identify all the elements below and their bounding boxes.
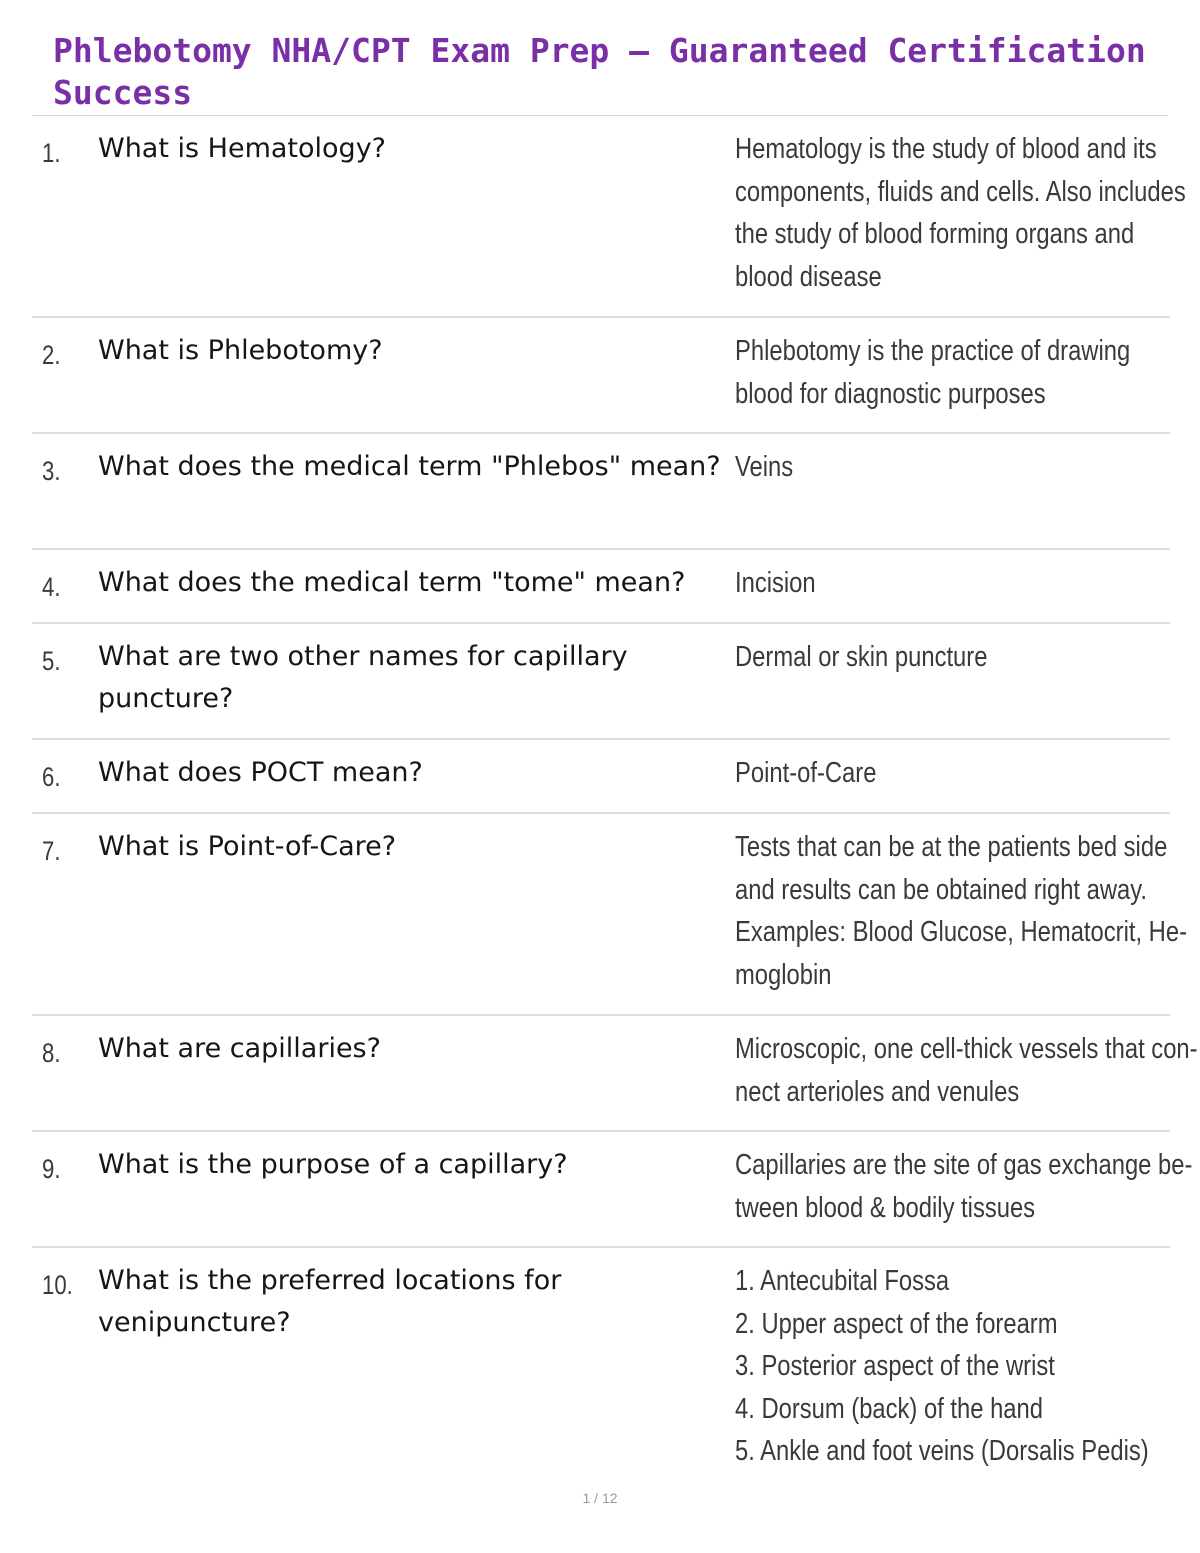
- item-number: 5.: [42, 646, 61, 676]
- answer-line: 2. Upper aspect of the forearm: [735, 1307, 1058, 1340]
- answer-line: Veins: [735, 451, 794, 483]
- answer-line: 1. Antecubital Fossa: [735, 1265, 950, 1297]
- question-text: What are two other names for capillary puncture?: [98, 641, 628, 714]
- item-number: 4.: [42, 572, 61, 602]
- answer-line: Hematology is the study of blood and its: [735, 133, 1157, 165]
- qa-item: [32, 434, 1170, 550]
- qa-item: [32, 740, 1170, 814]
- answer-line: Microscopic, one cell-thick vessels that con-: [735, 1033, 1198, 1065]
- qa-item: [32, 1132, 1193, 1248]
- item-number: 2.: [42, 340, 61, 370]
- answer-text: [735, 826, 1187, 996]
- answer-line: 3. Posterior aspect of the wrist: [735, 1350, 1055, 1382]
- question-text: What does POCT mean?: [98, 757, 423, 788]
- answer-line: Point-of-Care: [735, 757, 877, 789]
- question-text: What is the purpose of a capillary?: [98, 1149, 568, 1180]
- answer-line: the study of blood forming organs and: [735, 218, 1135, 250]
- answer-line: Capillaries are the site of gas exchange be-: [735, 1149, 1193, 1181]
- answer-text: [735, 562, 1155, 605]
- qa-item: [32, 550, 1170, 624]
- item-number: 1.: [42, 138, 61, 168]
- answer-text: [735, 330, 1155, 415]
- answer-line: Examples: Blood Glucose, Hematocrit, He-: [735, 916, 1187, 948]
- qa-item: [32, 814, 1187, 1016]
- answer-text: [735, 128, 1186, 298]
- answer-line: nect arterioles and venules: [735, 1075, 1020, 1108]
- answer-line: Tests that can be at the patients bed side: [735, 831, 1168, 863]
- question-text: What are capillaries?: [98, 1033, 381, 1064]
- item-number: 9.: [42, 1154, 61, 1184]
- question-text: What does the medical term "Phlebos" mean?: [98, 451, 721, 482]
- question-text: What is the preferred locations for venipuncture?: [98, 1265, 562, 1338]
- answer-line: blood for diagnostic purposes: [735, 377, 1046, 410]
- qa-item: [32, 318, 1170, 434]
- qa-item: [32, 1016, 1198, 1132]
- question-answer-list: [32, 116, 1198, 1488]
- item-number: 6.: [42, 762, 61, 792]
- answer-line: Dermal or skin puncture: [735, 641, 988, 673]
- question-text: What is Phlebotomy?: [98, 335, 383, 366]
- answer-line: tween blood & bodily tissues: [735, 1191, 1036, 1224]
- answer-line: and results can be obtained right away.: [735, 873, 1148, 906]
- item-number: 8.: [42, 1038, 61, 1068]
- answer-line: Incision: [735, 567, 816, 599]
- answer-text: [735, 636, 1155, 679]
- item-number: 7.: [42, 836, 61, 866]
- question-text: What is Point-of-Care?: [98, 831, 397, 862]
- answer-text: [735, 446, 1155, 489]
- answer-line: 4. Dorsum (back) of the hand: [735, 1392, 1043, 1425]
- item-number: 3.: [42, 456, 61, 486]
- item-number: 10.: [42, 1270, 73, 1300]
- answer-line: components, fluids and cells. Also includes: [735, 175, 1186, 208]
- answer-text: [735, 1028, 1198, 1113]
- question-text: What does the medical term "tome" mean?: [98, 567, 686, 598]
- page-indicator: 1 / 12: [582, 1490, 618, 1506]
- qa-item: [32, 624, 1170, 740]
- answer-line: 5. Ankle and foot veins (Dorsalis Pedis): [735, 1435, 1149, 1467]
- question-text: What is Hematology?: [98, 133, 387, 164]
- qa-item: [32, 1248, 1170, 1488]
- answer-text: [735, 752, 1155, 795]
- qa-item: [32, 116, 1186, 318]
- answer-line: blood disease: [735, 260, 882, 293]
- answer-line: moglobin: [735, 958, 832, 991]
- document-title: Phlebotomy NHA/CPT Exam Prep – Guaranteed Certification Success: [53, 31, 1146, 112]
- answer-line: Phlebotomy is the practice of drawing: [735, 335, 1131, 367]
- answer-text: [735, 1260, 1155, 1473]
- answer-text: [735, 1144, 1193, 1229]
